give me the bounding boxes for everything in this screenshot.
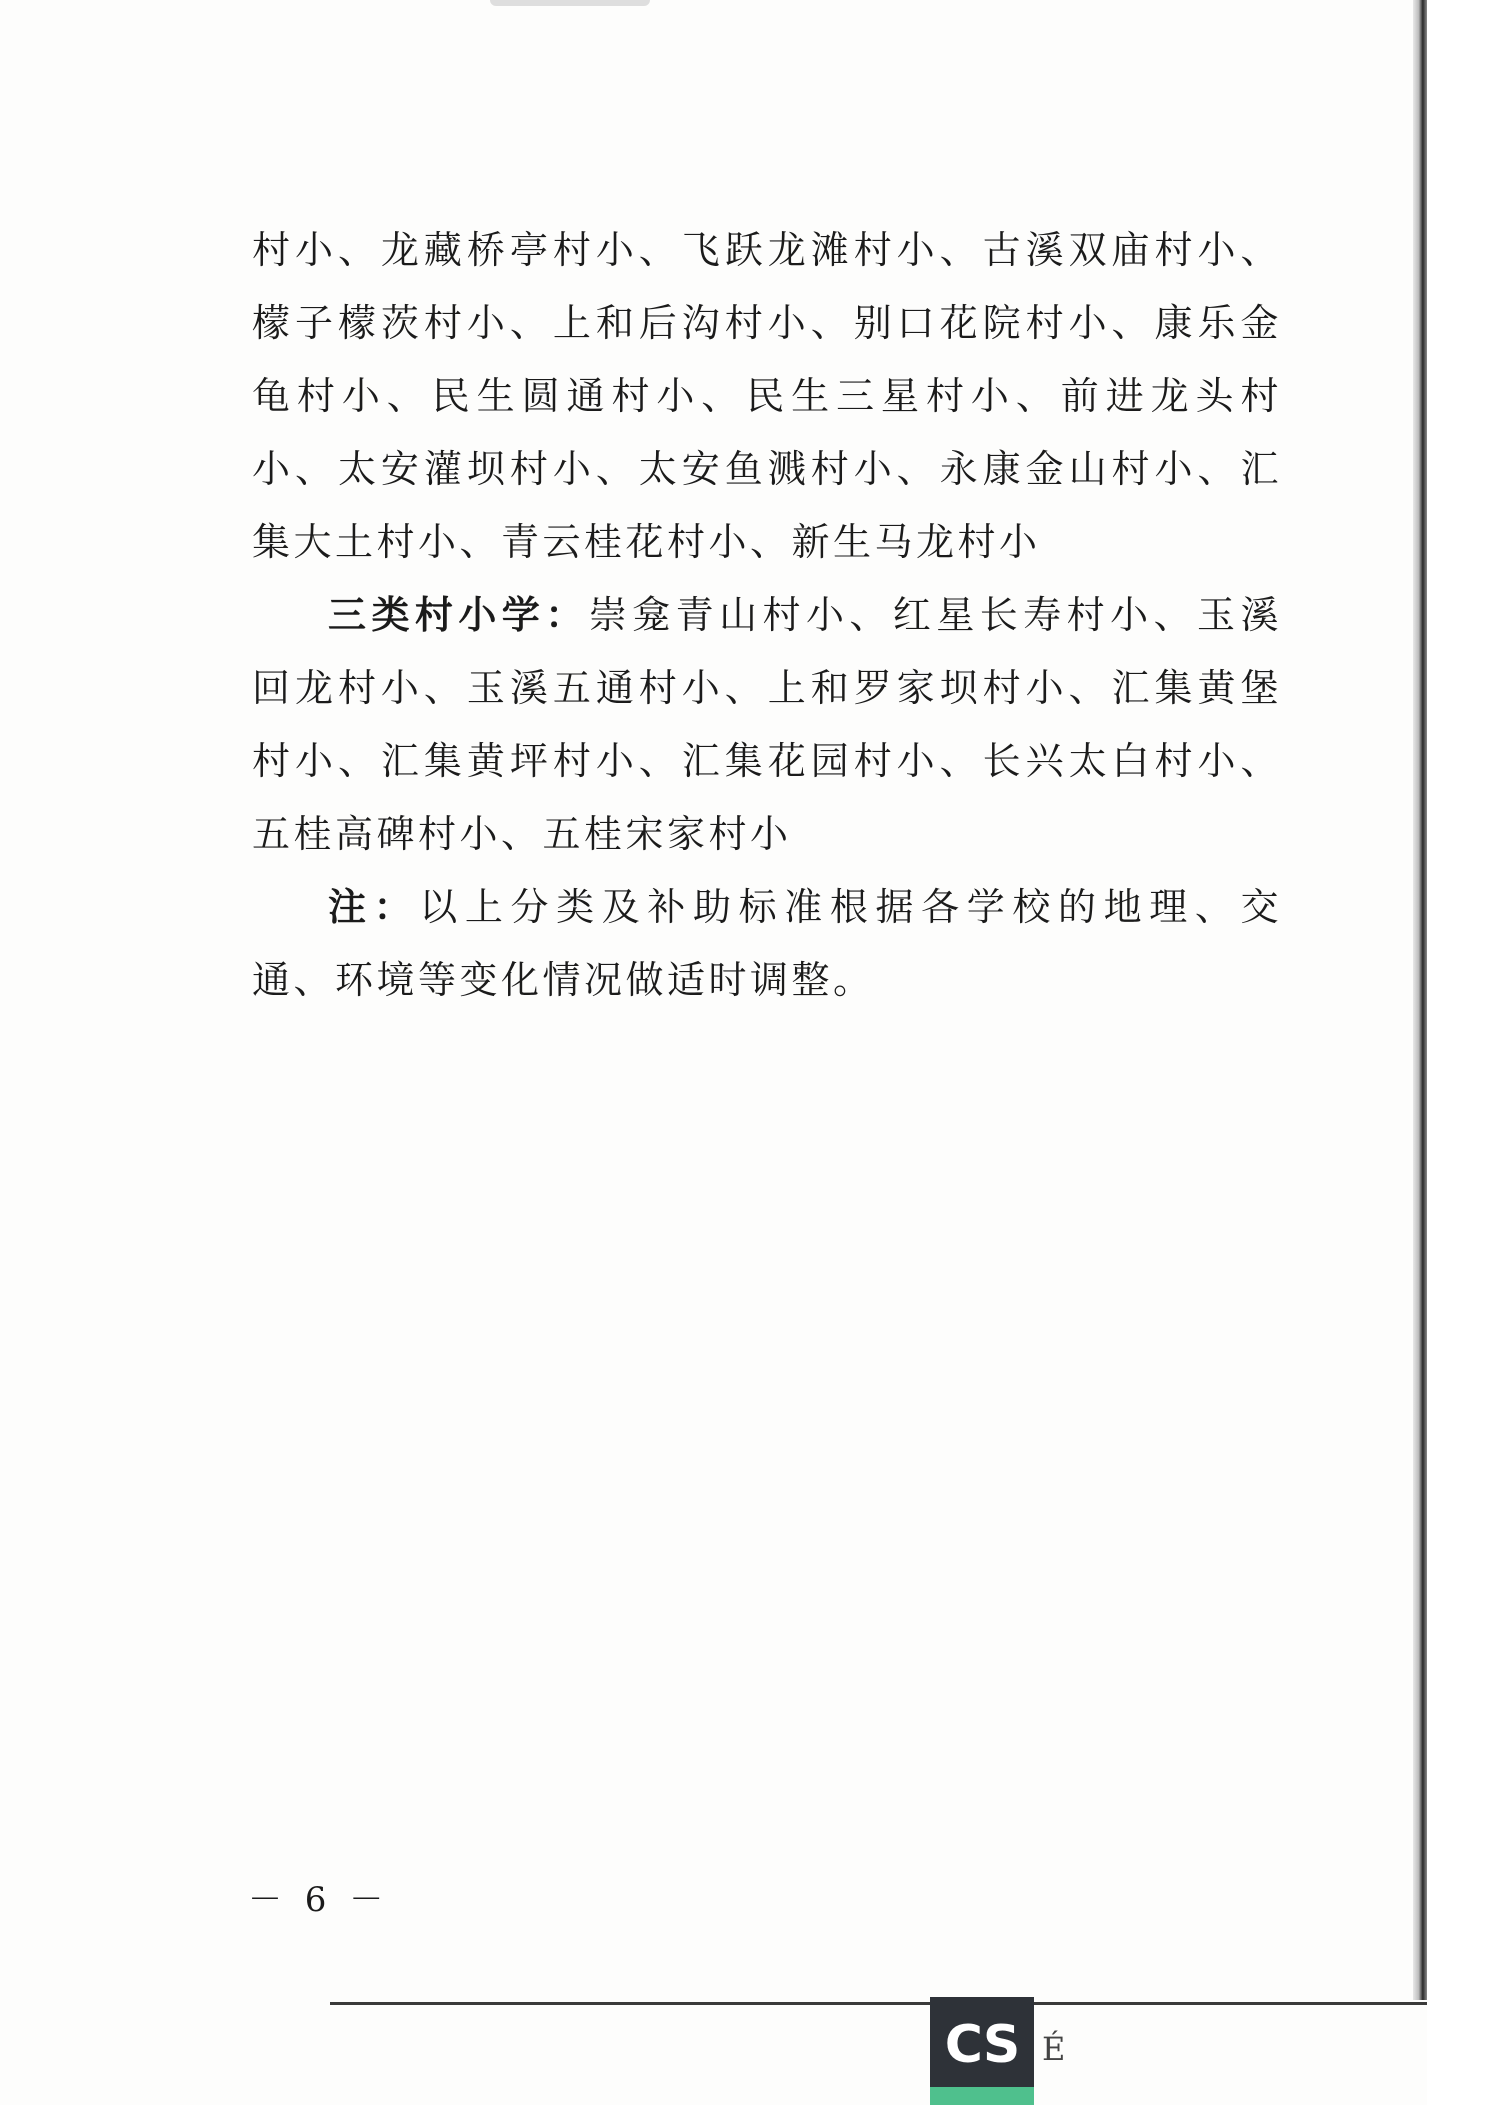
scanner-logo-bar — [930, 2087, 1034, 2105]
paragraph-note — [252, 871, 1282, 1017]
scanner-logo — [930, 1997, 1034, 2105]
bottom-rule — [330, 2002, 1430, 2005]
paragraph-category-3 — [252, 579, 1282, 871]
scanner-logo-text: CS — [944, 2015, 1020, 2075]
paragraph-continuation — [252, 214, 1282, 579]
paragraph-text: 崇龛青山村小、红星长寿村小、玉溪回龙村小、玉溪五通村小、上和罗家坝村小、汇集黄堡村小、汇集黄坪村小、汇集花园村小、长兴太白村小、五桂高碑村小、五桂宋家村小 — [252, 593, 1282, 856]
paragraph-text: 以上分类及补助标准根据各学校的地理、交通、环境等变化情况做适时调整。 — [252, 885, 1282, 1002]
page-number: － 6 － — [248, 1880, 390, 1920]
paragraph-label: 三类村小学： — [328, 593, 589, 637]
scan-edge-shadow — [1413, 0, 1427, 2000]
paragraph-text: 村小、龙藏桥亭村小、飞跃龙滩村小、古溪双庙村小、檬子檬茨村小、上和后沟村小、别口花院村小、康乐金龟村小、民生圆通村小、民生三星村小、前进龙头村小、太安灌坝村小、太安鱼溅村小、永康金山村小、汇集大土村小、青云桂花村小、新生马龙村小 — [252, 228, 1282, 564]
paragraph-label: 注： — [328, 885, 420, 929]
scan-margin — [1427, 0, 1487, 2105]
scan-smudge — [490, 0, 650, 6]
document-body — [252, 214, 1282, 1017]
scanner-logo-accent: É — [1042, 2030, 1066, 2068]
